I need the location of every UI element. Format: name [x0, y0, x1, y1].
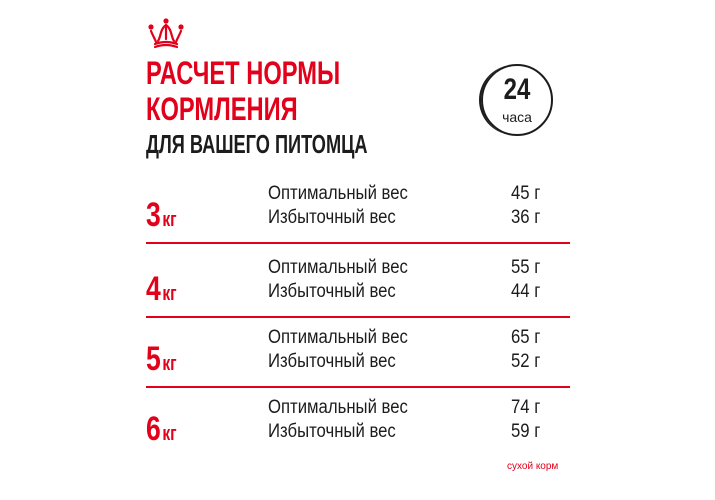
title-line-1: РАСЧЕТ НОРМЫ — [146, 55, 341, 91]
weight-number: 6 — [146, 410, 161, 448]
row-divider — [146, 316, 570, 318]
excess-value: 59 г — [510, 421, 540, 442]
weight-label — [146, 198, 177, 232]
crown-icon — [146, 17, 186, 49]
excess-value: 44 г — [510, 281, 540, 302]
hours-badge-unit: часа — [502, 109, 532, 125]
excess-value: 36 г — [510, 207, 540, 228]
subtitle: ДЛЯ ВАШЕГО ПИТОМЦА — [146, 129, 368, 159]
weight-unit: кг — [162, 423, 177, 445]
weight-number: 3 — [146, 196, 161, 234]
excess-value: 52 г — [510, 351, 540, 372]
hours-badge — [481, 64, 553, 136]
row-divider — [146, 242, 570, 244]
row-divider — [146, 386, 570, 388]
weight-unit: кг — [162, 283, 177, 305]
weight-label — [146, 412, 177, 446]
excess-label: Избыточный вес — [268, 351, 396, 372]
excess-label: Избыточный вес — [268, 207, 396, 228]
excess-label: Избыточный вес — [268, 281, 396, 302]
hours-badge-number: 24 — [503, 73, 531, 106]
optimal-label: Оптимальный вес — [268, 183, 408, 204]
optimal-value: 55 г — [510, 257, 540, 278]
footnote: сухой корм — [507, 461, 559, 472]
optimal-value: 65 г — [510, 327, 540, 348]
title-line-2: КОРМЛЕНИЯ — [146, 91, 298, 127]
optimal-value: 74 г — [510, 397, 540, 418]
optimal-label: Оптимальный вес — [268, 257, 408, 278]
excess-label: Избыточный вес — [268, 421, 396, 442]
weight-number: 4 — [146, 270, 161, 308]
weight-number: 5 — [146, 340, 161, 378]
weight-label — [146, 342, 177, 376]
weight-label — [146, 272, 177, 306]
optimal-label: Оптимальный вес — [268, 327, 408, 348]
weight-unit: кг — [162, 209, 177, 231]
weight-unit: кг — [162, 353, 177, 375]
optimal-value: 45 г — [510, 183, 540, 204]
optimal-label: Оптимальный вес — [268, 397, 408, 418]
